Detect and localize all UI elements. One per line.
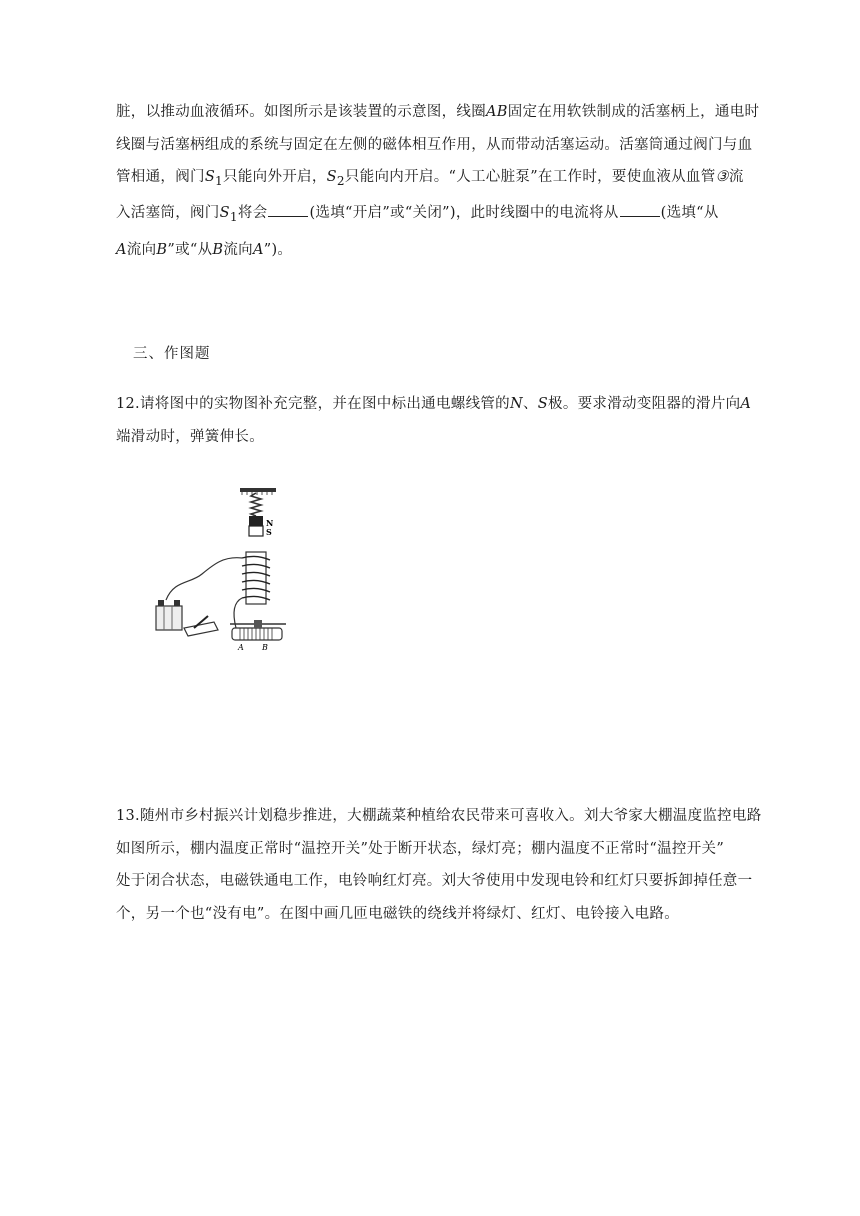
valve-s2: S bbox=[326, 169, 337, 185]
q11-b2: B bbox=[212, 241, 224, 258]
q11-line2: 线圈与活塞柄组成的系统与固定在左侧的磁体相互作用，从而带动活塞运动。活塞筒通过阀门与血 bbox=[116, 136, 753, 153]
battery-terminal-right bbox=[174, 600, 180, 606]
rheostat-slider bbox=[254, 620, 262, 628]
valve-s2-sub: 2 bbox=[336, 173, 345, 188]
q13-line2: 如图所示，棚内温度正常时“温控开关”处于断开状态，绿灯亮；棚内温度不正常时“温控开关” bbox=[116, 840, 725, 857]
q11-line4c: (选填“开启”或“关闭”)，此时线圈中的电流将从 bbox=[309, 205, 619, 222]
section-heading: 三、作图题 bbox=[133, 346, 211, 362]
vessel-3-label: ③ bbox=[715, 169, 729, 185]
q11-line3b: 只能向外开启， bbox=[223, 169, 327, 185]
wire-top bbox=[166, 558, 242, 600]
valve-s1-2: S bbox=[219, 205, 230, 222]
q11-flowto2: 流向 bbox=[223, 241, 253, 258]
q12-number: 12. bbox=[116, 396, 140, 412]
q11-line3c: 只能向内开启。“人工心脏泵”在工作时，要使血液从血管 bbox=[344, 169, 716, 185]
q13-line4: 个，另一个也“没有电”。在图中画几匝电磁铁的绕线并将绿灯、红灯、电铃接入电路。 bbox=[116, 905, 680, 922]
coil-ab-label: AB bbox=[486, 104, 508, 120]
q11-line3d: 流 bbox=[728, 169, 744, 185]
rheostat-a-label: A bbox=[238, 643, 244, 652]
valve-s1: S bbox=[204, 169, 216, 185]
q11-line4a: 入活塞筒，阀门 bbox=[116, 205, 220, 222]
battery bbox=[156, 606, 182, 630]
valve-s1-sub: 1 bbox=[215, 173, 224, 188]
q11-a2: A bbox=[252, 241, 264, 258]
q12-n: N bbox=[509, 396, 523, 412]
answer-blank-2[interactable] bbox=[620, 202, 660, 217]
q11-end: ”)。 bbox=[263, 241, 293, 258]
magnet-s-label: S bbox=[266, 527, 272, 537]
q12-text3: 端滑动时，弹簧伸长。 bbox=[116, 428, 264, 445]
q11-line3a: 管相通，阀门 bbox=[116, 169, 205, 185]
q13-line1: 随州市乡村振兴计划稳步推进，大棚蔬菜种植给农民带来可喜收入。刘大爷家大棚温度监控电路 bbox=[139, 808, 762, 824]
answer-blank-1[interactable] bbox=[268, 202, 308, 217]
q12-text2: 极。要求滑动变阻器的滑片向 bbox=[548, 396, 741, 412]
q12-text1: 请将图中的实物图补充完整，并在图中标出通电螺线管的 bbox=[139, 396, 510, 412]
question-12 bbox=[116, 388, 768, 453]
q11-a: A bbox=[116, 241, 127, 258]
q11-or-from: ”或“从 bbox=[167, 241, 213, 258]
q13-number: 13. bbox=[116, 808, 140, 824]
q11-line4d: (选填“从 bbox=[660, 205, 719, 222]
q12-sep: 、 bbox=[522, 396, 538, 412]
q12-a: A bbox=[740, 396, 752, 412]
q11-b: B bbox=[156, 241, 168, 258]
ceiling-bar bbox=[240, 488, 276, 492]
q13-line3: 处于闭合状态，电磁铁通电工作，电铃响红灯亮。刘大爷使用中发现电铃和红灯只要拆卸掉任意一 bbox=[116, 873, 753, 889]
q12-s: S bbox=[537, 396, 549, 412]
spring bbox=[251, 493, 261, 516]
magnet-n-pole bbox=[249, 516, 263, 526]
magnet-s-pole bbox=[249, 526, 263, 536]
q11-line4b: 将会 bbox=[237, 205, 268, 222]
valve-s1-sub-2: 1 bbox=[229, 210, 238, 225]
switch-base bbox=[184, 622, 218, 636]
q11-continuation bbox=[116, 96, 768, 266]
magnet-n-label: N bbox=[266, 518, 274, 528]
q11-line1b: 固定在用软铁制成的活塞柄上，通电时 bbox=[507, 104, 760, 120]
q11-flowto: 流向 bbox=[126, 241, 157, 258]
q12-circuit-figure bbox=[144, 482, 300, 652]
battery-terminal-left bbox=[158, 600, 164, 606]
rheostat-b-label: B bbox=[262, 643, 268, 652]
rheostat-body bbox=[232, 628, 282, 640]
question-13 bbox=[116, 800, 768, 930]
q11-line1: 脏，以推动血液循环。如图所示是该装置的示意图，线圈 bbox=[116, 104, 486, 120]
